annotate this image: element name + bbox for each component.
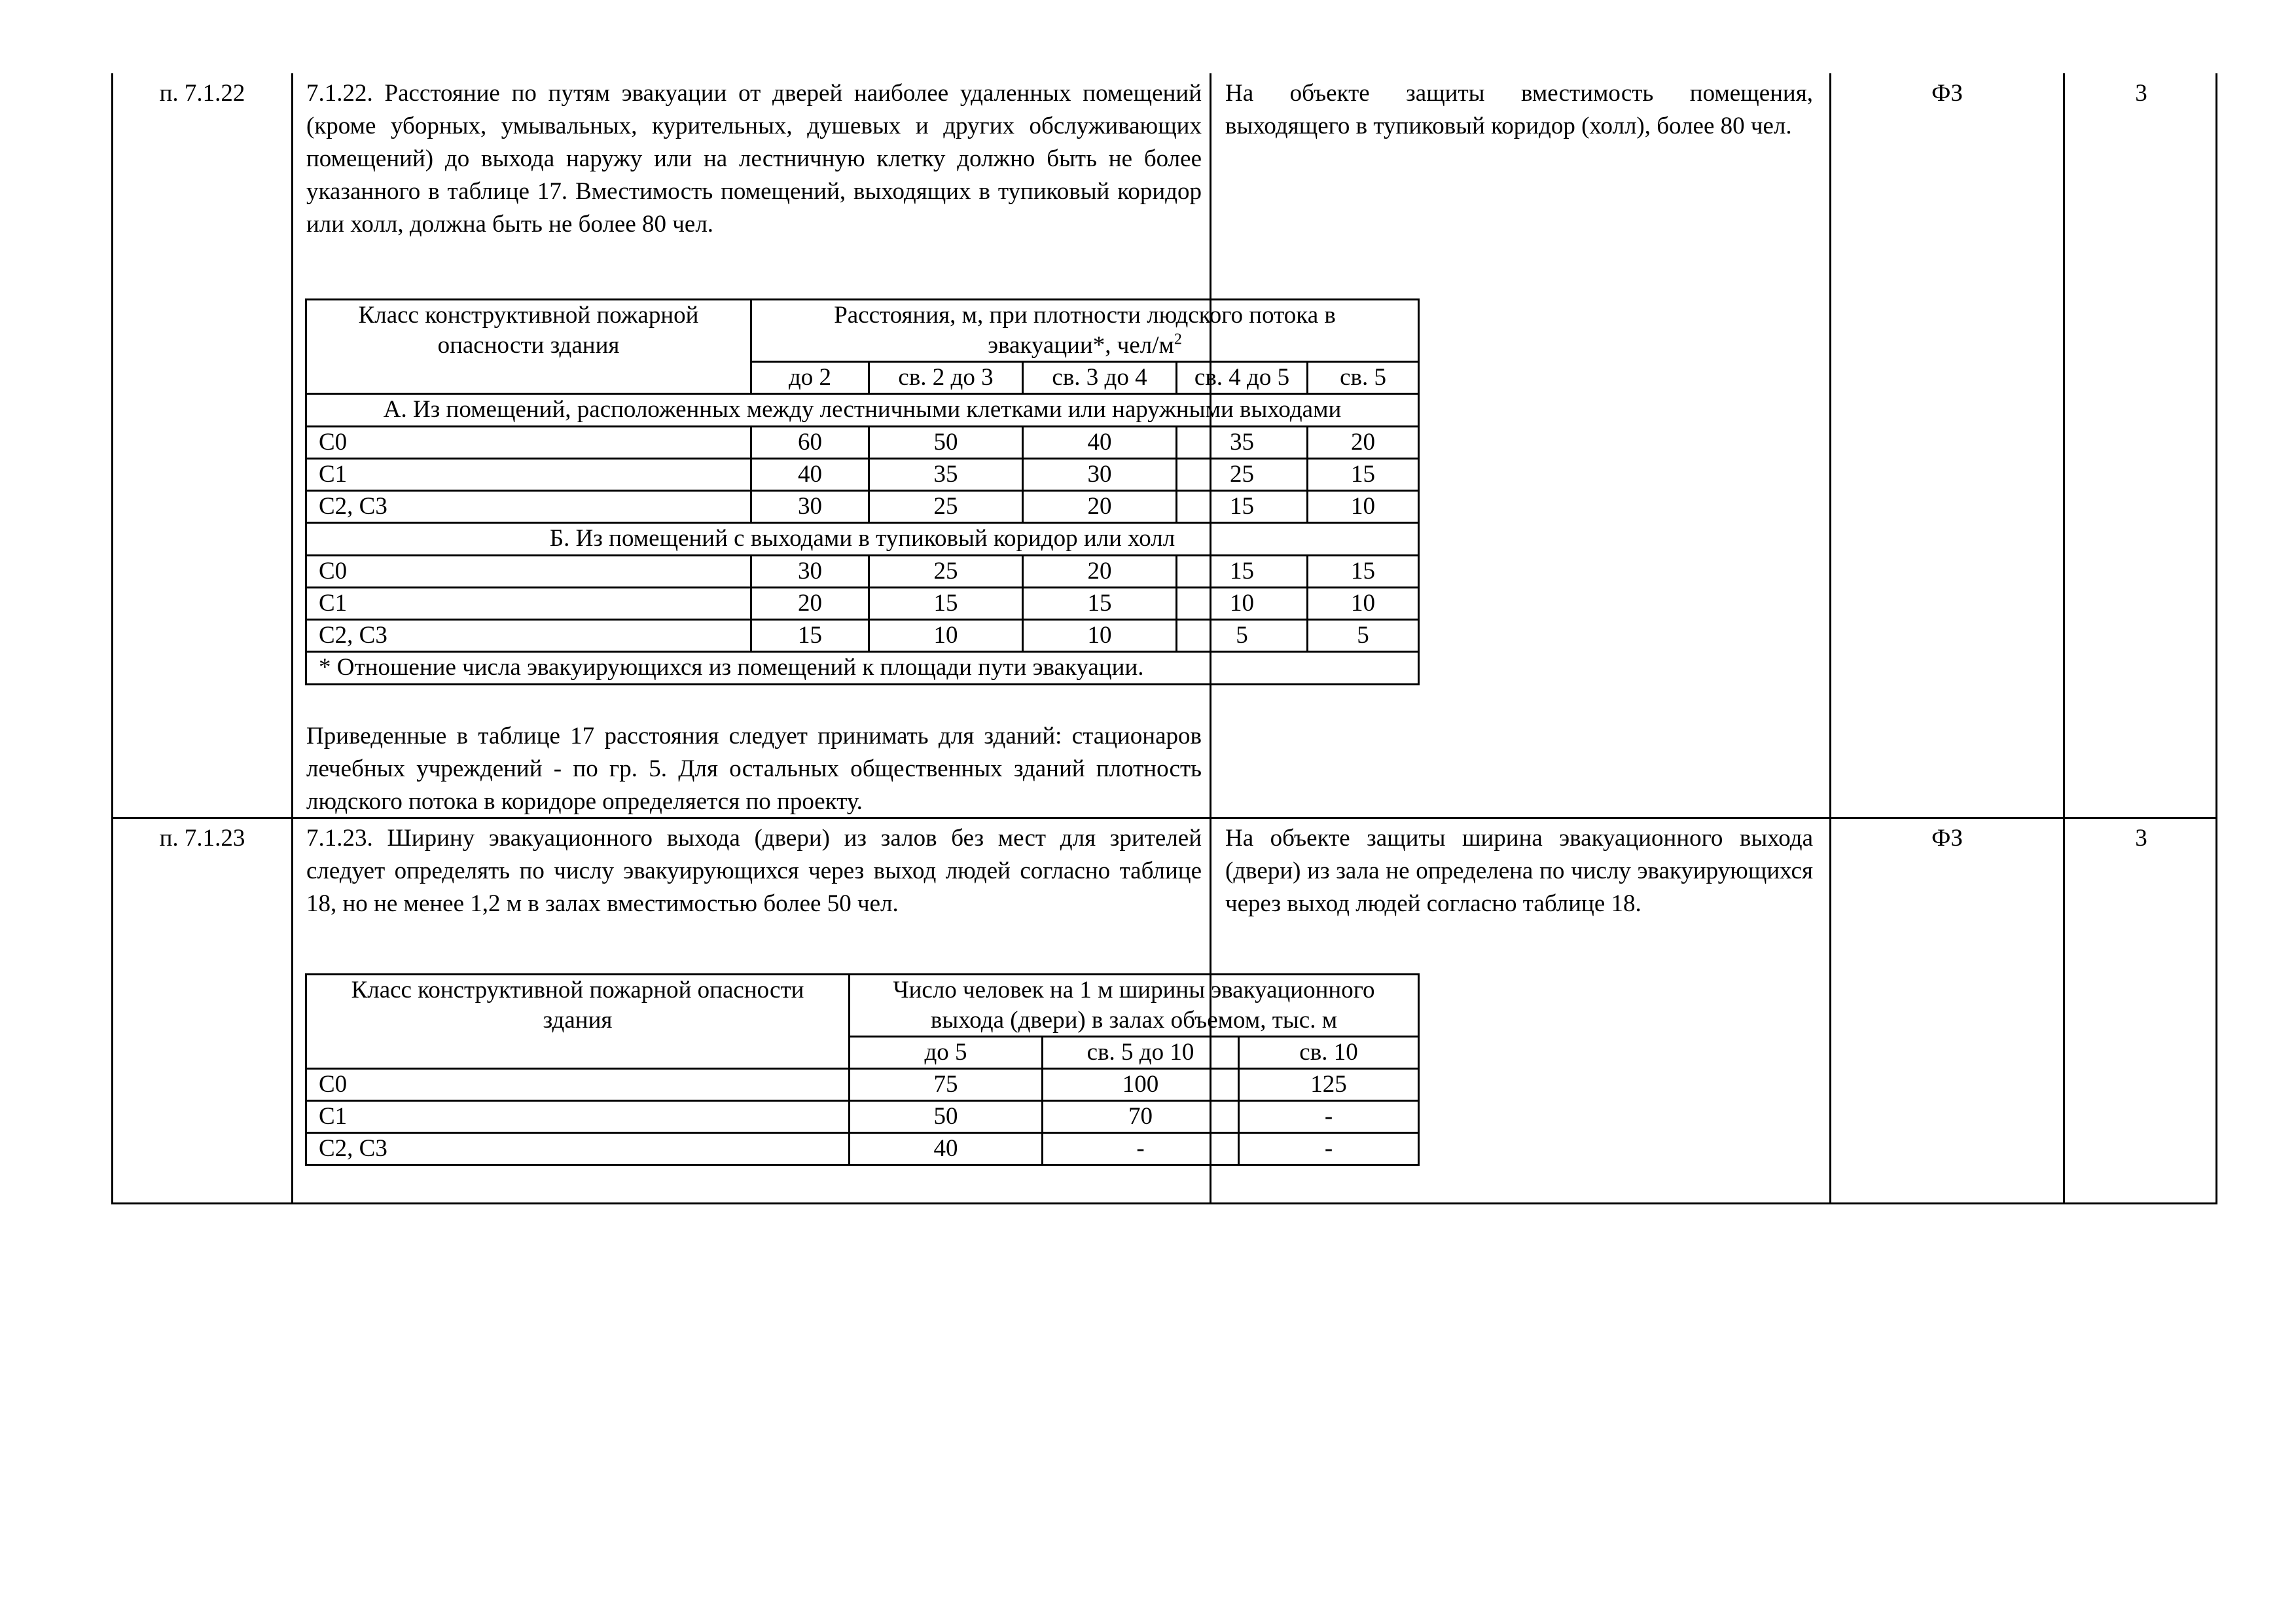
requirement-note: Приведенные в таблице 17 расстояния следует принимать для зданий: стационаров лечебных учреждений - по гр. 5. Для остальных общественных зданий плотность людского потока в коридоре определяется по проекту.	[306, 723, 1202, 815]
table-divider	[1829, 73, 1831, 1204]
table-row: С1 50 70 -	[306, 1101, 1419, 1133]
table-footnote: * Отношение числа эвакуирующихся из помещений к площади пути эвакуации.	[306, 652, 1419, 685]
section-title: А. Из помещений, расположенных между лестничными клетками или наружными выходами	[306, 394, 1419, 427]
severity-count: 3	[2135, 80, 2147, 107]
section-title: Б. Из помещений с выходами в тупиковый коридор или холл	[306, 523, 1419, 556]
table-18	[305, 973, 1375, 1173]
subheader: св. 5	[1308, 362, 1419, 394]
row-ref: п. 7.1.23	[159, 825, 245, 852]
table-row: С1 40 35 30 25 15	[306, 459, 1419, 491]
law-reference: ФЗ	[1931, 80, 1963, 107]
subheader: св. 10	[1239, 1037, 1419, 1069]
table-divider	[291, 73, 293, 1204]
requirement-text: 7.1.22. Расстояние по путям эвакуации от дверей наиболее удаленных помещений (кроме уборных, умывальных, курительных, душевых и других обслуживающих помещений) до выхода наружу или на лестничную клетку должно быть не более указанного в таблице 17. Вместимость помещений, выходящих в тупиковый коридор или холл, должна быть не более 80 чел.	[306, 80, 1202, 238]
column-header: Число человек на 1 м ширины эвакуационного выхода (двери) в залах объемом, тыс. м	[850, 975, 1419, 1037]
column-header: Класс конструктивной пожарной опасности здания	[306, 300, 751, 394]
violation-text: На объекте защиты ширина эвакуационного выхода (двери) из зала не определена по числу эвакуирующихся через выход людей согласно таблице 18.	[1225, 825, 1813, 917]
law-reference: ФЗ	[1931, 825, 1963, 852]
subheader: св. 3 до 4	[1023, 362, 1177, 394]
requirement-text: 7.1.23. Ширину эвакуационного выхода (двери) из залов без мест для зрителей следует определять по числу эвакуирующихся через выход людей согласно таблице 18, но не менее 1,2 м в залах вместимостью более 50 чел.	[306, 825, 1202, 917]
column-header: Расстояния, м, при плотности людского потока в эвакуации*, чел/$м^2$	[751, 300, 1419, 362]
table-row: С0 60 50 40 35 20	[306, 427, 1419, 459]
column-header: Класс конструктивной пожарной опасности здания	[306, 975, 850, 1069]
subheader: до 5	[850, 1037, 1043, 1069]
subheader: св. 2 до 3	[869, 362, 1023, 394]
table-row: С1 20 15 15 10 10	[306, 588, 1419, 620]
subheader: св. 5 до 10	[1043, 1037, 1239, 1069]
severity-count: 3	[2135, 825, 2147, 852]
table-row: С2, С3 15 10 10 5 5	[306, 620, 1419, 652]
table-row: С0 30 25 20 15 15	[306, 556, 1419, 588]
subheader: св. 4 до 5	[1177, 362, 1308, 394]
table-row: С2, С3 30 25 20 15 10	[306, 491, 1419, 523]
table-17	[305, 298, 1386, 691]
table-divider	[2063, 73, 2065, 1204]
violation-text: На объекте защиты вместимость помещения, выходящего в тупиковый коридор (холл), более 80 чел.	[1225, 80, 1813, 139]
row-ref: п. 7.1.22	[159, 80, 245, 107]
table-row: С0 75 100 125	[306, 1069, 1419, 1101]
subheader: до 2	[751, 362, 869, 394]
table-row: С2, С3 40 - -	[306, 1133, 1419, 1165]
